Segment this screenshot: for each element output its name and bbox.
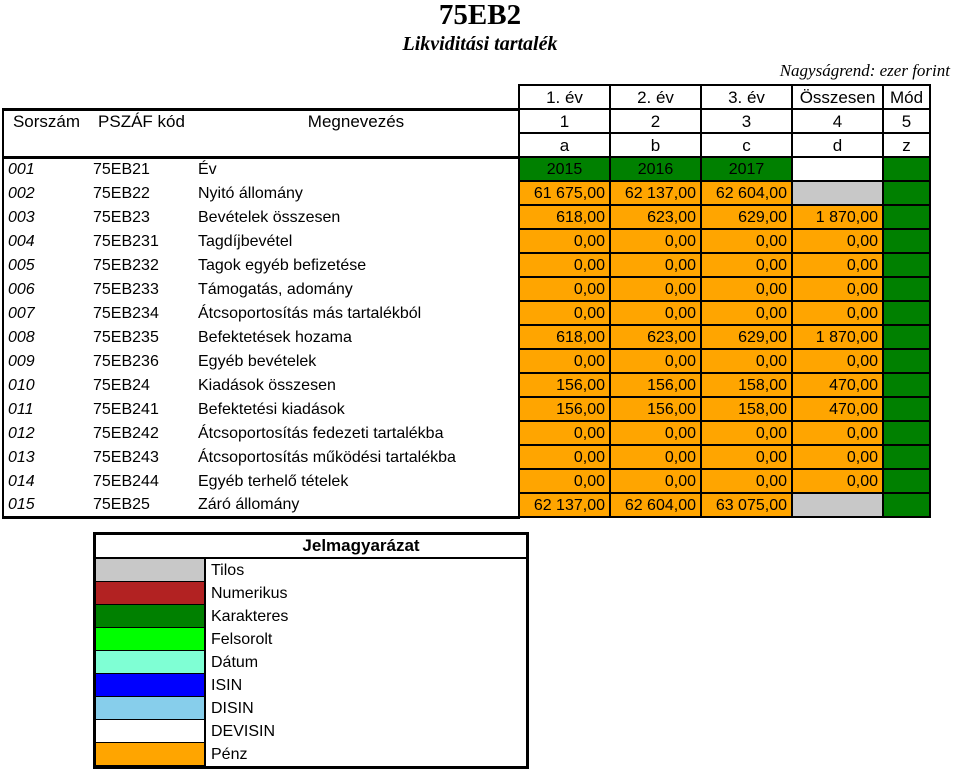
value-year-1[interactable]: 62 137,00 [519, 493, 610, 517]
legend-swatch [96, 697, 206, 720]
row-number: 008 [3, 325, 89, 349]
pszaf-code: 75EB232 [93, 256, 159, 274]
row-name: Befektetések hozama [194, 325, 519, 349]
row-name: Nyitó állomány [194, 181, 519, 205]
table-row [3, 301, 930, 325]
form-code-title: 75EB2 [438, 0, 522, 31]
legend-swatch [96, 582, 206, 605]
value-total[interactable] [792, 157, 883, 181]
data-table [2, 84, 931, 519]
row-number: 004 [3, 229, 89, 253]
row-number: 003 [3, 205, 89, 229]
value-year-2[interactable]: 0,00 [610, 277, 701, 301]
table-row [3, 397, 930, 421]
row-name: Tagok egyéb befizetése [194, 253, 519, 277]
value-year-3[interactable]: 0,00 [701, 277, 792, 301]
table-row [3, 181, 930, 205]
row-name: Egyéb terhelő tételek [194, 469, 519, 493]
form-subtitle: Likviditási tartalék [402, 33, 558, 55]
legend-label: Numerikus [211, 585, 288, 602]
row-number: 011 [3, 397, 89, 421]
value-total[interactable]: 1 870,00 [792, 325, 883, 349]
value-year-2[interactable]: 623,00 [610, 325, 701, 349]
value-total[interactable]: 0,00 [792, 421, 883, 445]
legend-item [96, 582, 526, 605]
table-row [3, 493, 930, 517]
value-year-1[interactable]: 0,00 [519, 421, 610, 445]
legend-swatch [96, 559, 206, 582]
legend-item [96, 697, 526, 720]
table-row [3, 229, 930, 253]
pszaf-code: 75EB25 [89, 493, 194, 517]
value-total[interactable]: 0,00 [792, 277, 883, 301]
value-total[interactable]: 470,00 [792, 373, 883, 397]
legend-item [96, 720, 526, 743]
legend-item [96, 651, 526, 674]
value-year-3[interactable]: 0,00 [701, 469, 792, 493]
table-row [3, 469, 930, 493]
row-number: 013 [3, 445, 89, 469]
mode-cell [883, 205, 930, 229]
mode-cell [883, 157, 930, 181]
col-num-1: 1 [519, 109, 610, 133]
legend-label: DEVISIN [211, 723, 276, 740]
mode-cell [883, 349, 930, 373]
row-number: 014 [3, 469, 89, 493]
pszaf-code: 75EB21 [89, 157, 194, 181]
row-number: 006 [3, 277, 89, 301]
mode-cell [883, 445, 930, 469]
mode-cell [883, 181, 930, 205]
col-letter-4: d [792, 133, 883, 157]
legend-swatch [96, 720, 206, 743]
value-year-1[interactable]: 0,00 [519, 349, 610, 373]
legend-label: Tilos [211, 562, 245, 579]
pszaf-code: 75EB244 [93, 472, 159, 490]
legend-label: Pénz [211, 746, 248, 763]
row-number: 005 [3, 253, 89, 277]
legend-swatch [96, 674, 206, 697]
value-total[interactable]: 0,00 [792, 301, 883, 325]
value-year-2[interactable]: 2016 [610, 157, 701, 181]
value-year-1[interactable]: 156,00 [519, 373, 610, 397]
col-label-1: 1. év [519, 85, 610, 109]
value-year-1[interactable]: 0,00 [519, 445, 610, 469]
value-year-1[interactable]: 0,00 [519, 253, 610, 277]
row-name: Egyéb bevételek [194, 349, 519, 373]
value-total[interactable]: 0,00 [792, 469, 883, 493]
value-year-3[interactable]: 62 604,00 [701, 181, 792, 205]
pszaf-code: 75EB233 [93, 280, 159, 298]
pszaf-code: 75EB235 [93, 328, 159, 346]
col-label-4: Összesen [792, 85, 883, 109]
value-year-1[interactable]: 156,00 [519, 397, 610, 421]
row-name: Átcsoportosítás működési tartalékba [194, 445, 519, 469]
col-num-2: 2 [610, 109, 701, 133]
value-total[interactable]: 0,00 [792, 445, 883, 469]
mode-cell [883, 373, 930, 397]
row-name: Támogatás, adomány [194, 277, 519, 301]
value-year-2[interactable]: 0,00 [610, 229, 701, 253]
legend-swatch [96, 628, 206, 651]
legend-item [96, 674, 526, 697]
row-name: Átcsoportosítás más tartalékból [194, 301, 519, 325]
legend-label: DISIN [211, 700, 254, 717]
value-year-1[interactable]: 0,00 [519, 277, 610, 301]
pszaf-code: 75EB234 [93, 304, 159, 322]
value-year-2[interactable]: 0,00 [610, 349, 701, 373]
col-num-5: 5 [883, 109, 930, 133]
value-year-2[interactable]: 62 604,00 [610, 493, 701, 517]
mode-cell [883, 397, 930, 421]
value-year-1[interactable]: 61 675,00 [519, 181, 610, 205]
row-number: 009 [3, 349, 89, 373]
pszaf-code: 75EB243 [93, 448, 159, 466]
legend-item [96, 605, 526, 628]
value-year-3[interactable]: 63 075,00 [701, 493, 792, 517]
value-year-2[interactable]: 156,00 [610, 373, 701, 397]
table-row [3, 277, 930, 301]
value-year-2[interactable]: 0,00 [610, 421, 701, 445]
value-year-1[interactable]: 0,00 [519, 469, 610, 493]
row-number: 002 [3, 181, 89, 205]
header-sorszam: Sorszám [3, 109, 89, 133]
table-row [3, 205, 930, 229]
value-year-1[interactable]: 618,00 [519, 325, 610, 349]
value-year-3[interactable]: 0,00 [701, 301, 792, 325]
col-letter-3: c [701, 133, 792, 157]
row-number: 015 [3, 493, 89, 517]
value-year-3[interactable]: 158,00 [701, 397, 792, 421]
col-label-5: Mód [883, 85, 930, 109]
value-year-3[interactable]: 0,00 [701, 349, 792, 373]
value-total[interactable] [792, 181, 883, 205]
row-number: 012 [3, 421, 89, 445]
value-total[interactable]: 470,00 [792, 397, 883, 421]
legend-label: ISIN [211, 677, 243, 694]
value-year-2[interactable]: 0,00 [610, 301, 701, 325]
mode-cell [883, 277, 930, 301]
legend-label: Dátum [211, 654, 259, 671]
value-year-2[interactable]: 0,00 [610, 469, 701, 493]
value-total[interactable]: 0,00 [792, 349, 883, 373]
header-megnevezes: Megnevezés [194, 109, 519, 133]
value-year-3[interactable]: 0,00 [701, 229, 792, 253]
legend-label: Karakteres [211, 608, 289, 625]
mode-cell [883, 253, 930, 277]
legend-label: Felsorolt [211, 631, 273, 648]
legend-item [96, 628, 526, 651]
row-name: Kiadások összesen [194, 373, 519, 397]
value-year-3[interactable]: 158,00 [701, 373, 792, 397]
value-year-2[interactable]: 156,00 [610, 397, 701, 421]
mode-cell [883, 325, 930, 349]
col-letter-2: b [610, 133, 701, 157]
row-name: Év [194, 157, 519, 181]
value-year-2[interactable]: 623,00 [610, 205, 701, 229]
mode-cell [883, 301, 930, 325]
value-total[interactable] [792, 493, 883, 517]
pszaf-code: 75EB241 [93, 400, 159, 418]
legend-item [96, 559, 526, 582]
pszaf-code: 75EB23 [93, 208, 150, 226]
value-year-3[interactable]: 629,00 [701, 205, 792, 229]
value-year-3[interactable]: 0,00 [701, 421, 792, 445]
row-name: Átcsoportosítás fedezeti tartalékba [194, 421, 519, 445]
pszaf-code: 75EB242 [93, 424, 159, 442]
value-total[interactable]: 1 870,00 [792, 205, 883, 229]
value-year-1[interactable]: 0,00 [519, 229, 610, 253]
mode-cell [883, 229, 930, 253]
pszaf-code: 75EB22 [93, 184, 150, 202]
value-year-3[interactable]: 629,00 [701, 325, 792, 349]
table-row [3, 445, 930, 469]
table-row [3, 349, 930, 373]
col-label-3: 3. év [701, 85, 792, 109]
header-pszaf: PSZÁF kód [89, 109, 194, 133]
legend [93, 532, 529, 769]
row-number: 010 [3, 373, 89, 397]
value-year-2[interactable]: 0,00 [610, 253, 701, 277]
row-name: Záró állomány [194, 493, 519, 517]
value-year-3[interactable]: 2017 [701, 157, 792, 181]
value-year-2[interactable]: 62 137,00 [610, 181, 701, 205]
table-row [3, 253, 930, 277]
legend-swatch [96, 651, 206, 674]
value-year-3[interactable]: 0,00 [701, 253, 792, 277]
table-row [3, 373, 930, 397]
value-year-1[interactable]: 0,00 [519, 301, 610, 325]
col-letter-1: a [519, 133, 610, 157]
value-total[interactable]: 0,00 [792, 253, 883, 277]
legend-swatch [96, 605, 206, 628]
col-num-4: 4 [792, 109, 883, 133]
table-row [3, 325, 930, 349]
table-row [3, 421, 930, 445]
col-letter-5: z [883, 133, 930, 157]
pszaf-code: 75EB236 [93, 352, 159, 370]
row-number: 007 [3, 301, 89, 325]
value-year-3[interactable]: 0,00 [701, 445, 792, 469]
row-number: 001 [3, 157, 89, 181]
mode-cell [883, 421, 930, 445]
value-year-1[interactable]: 2015 [519, 157, 610, 181]
row-name: Befektetési kiadások [194, 397, 519, 421]
row-name: Bevételek összesen [194, 205, 519, 229]
legend-item [96, 743, 526, 766]
mode-cell [883, 469, 930, 493]
value-year-2[interactable]: 0,00 [610, 445, 701, 469]
pszaf-code: 75EB231 [93, 232, 159, 250]
col-num-3: 3 [701, 109, 792, 133]
table-row [3, 157, 930, 181]
pszaf-code: 75EB24 [93, 376, 150, 394]
legend-swatch [96, 743, 206, 766]
row-name: Tagdíjbevétel [194, 229, 519, 253]
unit-note: Nagyságrend: ezer forint [779, 61, 950, 80]
value-year-1[interactable]: 618,00 [519, 205, 610, 229]
mode-cell [883, 493, 930, 517]
legend-title: Jelmagyarázat [96, 535, 526, 559]
col-label-2: 2. év [610, 85, 701, 109]
value-total[interactable]: 0,00 [792, 229, 883, 253]
